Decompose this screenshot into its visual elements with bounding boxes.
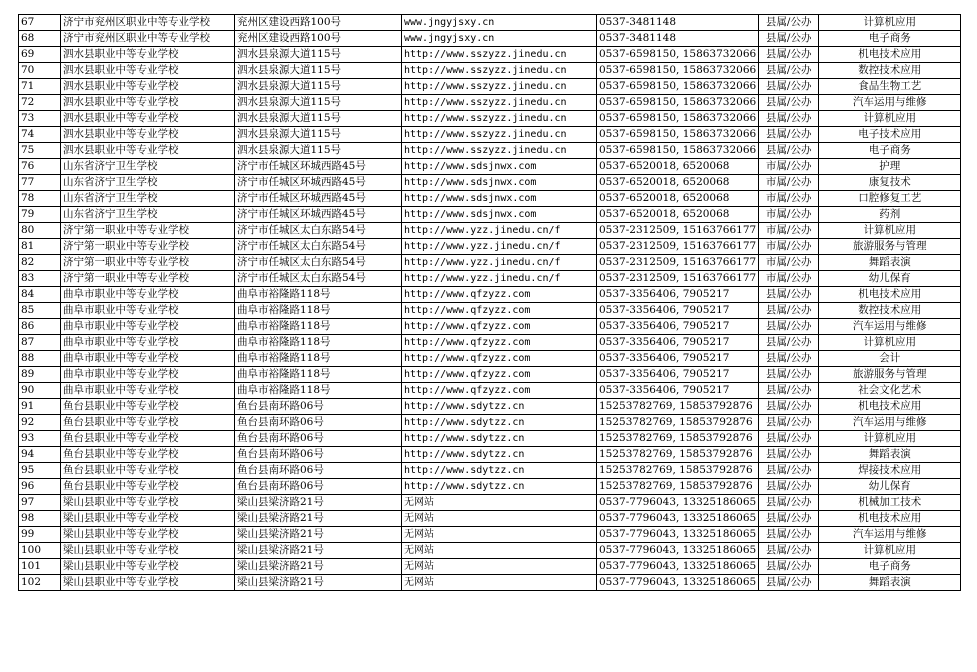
table-row [19,271,961,287]
row-number-cell: 72 [19,95,61,111]
school-name-cell: 曲阜市职业中等专业学校 [61,319,235,335]
row-number-cell: 70 [19,63,61,79]
website-cell: http://www.sdytzz.cn [402,447,597,463]
table-row [19,159,961,175]
affiliation-cell: 县属/公办 [759,559,819,575]
row-number-cell: 85 [19,303,61,319]
website-cell: http://www.sdsjnwx.com [402,159,597,175]
phone-cell: 15253782769, 15853792876 [597,415,759,431]
table-row [19,383,961,399]
row-number-cell: 80 [19,223,61,239]
phone-cell: 0537-6520018, 6520068 [597,159,759,175]
row-number-cell: 75 [19,143,61,159]
table-row [19,511,961,527]
phone-cell: 0537-2312509, 15163766177 [597,255,759,271]
school-name-cell: 鱼台县职业中等专业学校 [61,399,235,415]
row-number-cell: 100 [19,543,61,559]
table-row [19,399,961,415]
affiliation-cell: 县属/公办 [759,415,819,431]
address-cell: 泗水县泉源大道115号 [235,143,402,159]
phone-cell: 0537-3481148 [597,15,759,31]
address-cell: 鱼台县南环路06号 [235,479,402,495]
school-name-cell: 泗水县职业中等专业学校 [61,79,235,95]
address-cell: 鱼台县南环路06号 [235,447,402,463]
school-name-cell: 鱼台县职业中等专业学校 [61,447,235,463]
school-name-cell: 济宁第一职业中等专业学校 [61,271,235,287]
affiliation-cell: 县属/公办 [759,127,819,143]
website-cell: http://www.qfzyzz.com [402,383,597,399]
table-row [19,15,961,31]
phone-cell: 0537-3356406, 7905217 [597,303,759,319]
website-cell: http://www.yzz.jinedu.cn/f [402,271,597,287]
row-number-cell: 93 [19,431,61,447]
school-name-cell: 鱼台县职业中等专业学校 [61,479,235,495]
school-name-cell: 曲阜市职业中等专业学校 [61,367,235,383]
table-row [19,111,961,127]
address-cell: 泗水县泉源大道115号 [235,47,402,63]
school-name-cell: 梁山县职业中等专业学校 [61,527,235,543]
table-row [19,543,961,559]
affiliation-cell: 市属/公办 [759,223,819,239]
table-row [19,447,961,463]
affiliation-cell: 县属/公办 [759,527,819,543]
table-row [19,479,961,495]
website-cell: http://www.sszyzz.jinedu.cn [402,143,597,159]
affiliation-cell: 县属/公办 [759,463,819,479]
row-number-cell: 83 [19,271,61,287]
school-name-cell: 鱼台县职业中等专业学校 [61,463,235,479]
phone-cell: 15253782769, 15853792876 [597,447,759,463]
row-number-cell: 95 [19,463,61,479]
website-cell: http://www.sdsjnwx.com [402,175,597,191]
address-cell: 泗水县泉源大道115号 [235,95,402,111]
table-row [19,79,961,95]
school-name-cell: 梁山县职业中等专业学校 [61,511,235,527]
major-cell: 幼儿保育 [819,479,961,495]
phone-cell: 0537-6598150, 15863732066 [597,63,759,79]
affiliation-cell: 县属/公办 [759,335,819,351]
address-cell: 鱼台县南环路06号 [235,415,402,431]
major-cell: 计算机应用 [819,335,961,351]
address-cell: 梁山县梁济路21号 [235,575,402,591]
address-cell: 泗水县泉源大道115号 [235,127,402,143]
address-cell: 济宁市任城区环城西路45号 [235,207,402,223]
major-cell: 康复技术 [819,175,961,191]
school-name-cell: 山东省济宁卫生学校 [61,191,235,207]
address-cell: 泗水县泉源大道115号 [235,63,402,79]
school-name-cell: 曲阜市职业中等专业学校 [61,335,235,351]
row-number-cell: 76 [19,159,61,175]
website-cell: http://www.sdytzz.cn [402,463,597,479]
table-row [19,31,961,47]
major-cell: 汽车运用与维修 [819,95,961,111]
row-number-cell: 79 [19,207,61,223]
major-cell: 电子商务 [819,559,961,575]
affiliation-cell: 县属/公办 [759,111,819,127]
website-cell: 无网站 [402,495,597,511]
school-name-cell: 梁山县职业中等专业学校 [61,495,235,511]
major-cell: 舞蹈表演 [819,575,961,591]
table-row [19,367,961,383]
affiliation-cell: 县属/公办 [759,495,819,511]
major-cell: 机电技术应用 [819,287,961,303]
row-number-cell: 84 [19,287,61,303]
table-row [19,431,961,447]
website-cell: http://www.sdytzz.cn [402,415,597,431]
phone-cell: 0537-3481148 [597,31,759,47]
major-cell: 电子商务 [819,143,961,159]
school-table [18,14,961,591]
address-cell: 济宁市任城区太白东路54号 [235,223,402,239]
row-number-cell: 98 [19,511,61,527]
major-cell: 数控技术应用 [819,303,961,319]
phone-cell: 0537-6598150, 15863732066 [597,79,759,95]
phone-cell: 15253782769, 15853792876 [597,431,759,447]
address-cell: 曲阜市裕隆路118号 [235,367,402,383]
affiliation-cell: 县属/公办 [759,63,819,79]
row-number-cell: 87 [19,335,61,351]
major-cell: 汽车运用与维修 [819,319,961,335]
row-number-cell: 69 [19,47,61,63]
address-cell: 鱼台县南环路06号 [235,399,402,415]
major-cell: 旅游服务与管理 [819,239,961,255]
table-row [19,47,961,63]
major-cell: 计算机应用 [819,431,961,447]
table-row [19,255,961,271]
affiliation-cell: 市属/公办 [759,207,819,223]
address-cell: 梁山县梁济路21号 [235,495,402,511]
row-number-cell: 90 [19,383,61,399]
major-cell: 旅游服务与管理 [819,367,961,383]
phone-cell: 0537-7796043, 13325186065 [597,543,759,559]
phone-cell: 0537-2312509, 15163766177 [597,271,759,287]
table-row [19,319,961,335]
school-name-cell: 泗水县职业中等专业学校 [61,127,235,143]
website-cell: http://www.sdytzz.cn [402,399,597,415]
major-cell: 汽车运用与维修 [819,527,961,543]
school-name-cell: 山东省济宁卫生学校 [61,207,235,223]
major-cell: 焊接技术应用 [819,463,961,479]
major-cell: 计算机应用 [819,543,961,559]
row-number-cell: 92 [19,415,61,431]
website-cell: www.jngyjsxy.cn [402,31,597,47]
website-cell: http://www.qfzyzz.com [402,367,597,383]
address-cell: 梁山县梁济路21号 [235,543,402,559]
row-number-cell: 71 [19,79,61,95]
affiliation-cell: 县属/公办 [759,319,819,335]
phone-cell: 0537-6598150, 15863732066 [597,47,759,63]
address-cell: 兖州区建设西路100号 [235,31,402,47]
school-name-cell: 曲阜市职业中等专业学校 [61,303,235,319]
school-name-cell: 济宁第一职业中等专业学校 [61,223,235,239]
major-cell: 机电技术应用 [819,511,961,527]
table-row [19,335,961,351]
major-cell: 机电技术应用 [819,399,961,415]
school-name-cell: 泗水县职业中等专业学校 [61,111,235,127]
phone-cell: 0537-3356406, 7905217 [597,383,759,399]
school-name-cell: 泗水县职业中等专业学校 [61,63,235,79]
website-cell: http://www.sdsjnwx.com [402,207,597,223]
phone-cell: 0537-3356406, 7905217 [597,367,759,383]
website-cell: http://www.qfzyzz.com [402,319,597,335]
affiliation-cell: 县属/公办 [759,383,819,399]
major-cell: 口腔修复工艺 [819,191,961,207]
affiliation-cell: 县属/公办 [759,431,819,447]
website-cell: http://www.qfzyzz.com [402,303,597,319]
table-row [19,415,961,431]
phone-cell: 0537-6598150, 15863732066 [597,95,759,111]
table-row [19,127,961,143]
website-cell: http://www.sszyzz.jinedu.cn [402,47,597,63]
school-name-cell: 曲阜市职业中等专业学校 [61,383,235,399]
affiliation-cell: 市属/公办 [759,159,819,175]
major-cell: 幼儿保育 [819,271,961,287]
phone-cell: 0537-7796043, 13325186065 [597,495,759,511]
address-cell: 济宁市任城区环城西路45号 [235,159,402,175]
phone-cell: 0537-2312509, 15163766177 [597,239,759,255]
affiliation-cell: 县属/公办 [759,303,819,319]
row-number-cell: 94 [19,447,61,463]
affiliation-cell: 市属/公办 [759,239,819,255]
row-number-cell: 68 [19,31,61,47]
major-cell: 电子商务 [819,31,961,47]
table-row [19,223,961,239]
address-cell: 鱼台县南环路06号 [235,431,402,447]
affiliation-cell: 县属/公办 [759,143,819,159]
website-cell: http://www.sdytzz.cn [402,431,597,447]
table-row [19,495,961,511]
school-name-cell: 山东省济宁卫生学校 [61,159,235,175]
major-cell: 电子技术应用 [819,127,961,143]
affiliation-cell: 县属/公办 [759,15,819,31]
address-cell: 济宁市任城区环城西路45号 [235,191,402,207]
address-cell: 曲阜市裕隆路118号 [235,287,402,303]
website-cell: http://www.qfzyzz.com [402,287,597,303]
address-cell: 曲阜市裕隆路118号 [235,319,402,335]
address-cell: 泗水县泉源大道115号 [235,111,402,127]
address-cell: 梁山县梁济路21号 [235,527,402,543]
row-number-cell: 86 [19,319,61,335]
row-number-cell: 102 [19,575,61,591]
affiliation-cell: 县属/公办 [759,447,819,463]
website-cell: http://www.sszyzz.jinedu.cn [402,111,597,127]
affiliation-cell: 县属/公办 [759,479,819,495]
address-cell: 泗水县泉源大道115号 [235,79,402,95]
school-name-cell: 山东省济宁卫生学校 [61,175,235,191]
row-number-cell: 77 [19,175,61,191]
affiliation-cell: 市属/公办 [759,255,819,271]
affiliation-cell: 县属/公办 [759,511,819,527]
major-cell: 护理 [819,159,961,175]
major-cell: 舞蹈表演 [819,447,961,463]
phone-cell: 0537-6598150, 15863732066 [597,143,759,159]
affiliation-cell: 县属/公办 [759,47,819,63]
affiliation-cell: 市属/公办 [759,271,819,287]
school-name-cell: 鱼台县职业中等专业学校 [61,415,235,431]
affiliation-cell: 县属/公办 [759,351,819,367]
website-cell: http://www.qfzyzz.com [402,335,597,351]
major-cell: 机械加工技术 [819,495,961,511]
row-number-cell: 82 [19,255,61,271]
phone-cell: 0537-6598150, 15863732066 [597,127,759,143]
row-number-cell: 78 [19,191,61,207]
row-number-cell: 67 [19,15,61,31]
table-row [19,463,961,479]
row-number-cell: 89 [19,367,61,383]
address-cell: 梁山县梁济路21号 [235,511,402,527]
school-name-cell: 济宁市兖州区职业中等专业学校 [61,15,235,31]
major-cell: 社会文化艺术 [819,383,961,399]
school-name-cell: 梁山县职业中等专业学校 [61,543,235,559]
major-cell: 食品生物工艺 [819,79,961,95]
table-row [19,351,961,367]
phone-cell: 15253782769, 15853792876 [597,463,759,479]
affiliation-cell: 县属/公办 [759,95,819,111]
phone-cell: 0537-3356406, 7905217 [597,351,759,367]
website-cell: http://www.sdsjnwx.com [402,191,597,207]
phone-cell: 0537-7796043, 13325186065 [597,527,759,543]
major-cell: 计算机应用 [819,111,961,127]
school-name-cell: 泗水县职业中等专业学校 [61,143,235,159]
table-row [19,63,961,79]
table-row [19,287,961,303]
affiliation-cell: 县属/公办 [759,287,819,303]
address-cell: 梁山县梁济路21号 [235,559,402,575]
major-cell: 数控技术应用 [819,63,961,79]
website-cell: http://www.yzz.jinedu.cn/f [402,223,597,239]
address-cell: 兖州区建设西路100号 [235,15,402,31]
table-body [19,15,961,591]
website-cell: http://www.sszyzz.jinedu.cn [402,63,597,79]
row-number-cell: 101 [19,559,61,575]
website-cell: http://www.sszyzz.jinedu.cn [402,95,597,111]
phone-cell: 0537-6520018, 6520068 [597,207,759,223]
phone-cell: 15253782769, 15853792876 [597,399,759,415]
phone-cell: 0537-2312509, 15163766177 [597,223,759,239]
phone-cell: 0537-7796043, 13325186065 [597,559,759,575]
table-row [19,559,961,575]
website-cell: 无网站 [402,543,597,559]
address-cell: 曲阜市裕隆路118号 [235,383,402,399]
row-number-cell: 96 [19,479,61,495]
major-cell: 计算机应用 [819,223,961,239]
affiliation-cell: 市属/公办 [759,175,819,191]
school-name-cell: 曲阜市职业中等专业学校 [61,287,235,303]
school-name-cell: 济宁第一职业中等专业学校 [61,255,235,271]
affiliation-cell: 县属/公办 [759,79,819,95]
row-number-cell: 73 [19,111,61,127]
website-cell: 无网站 [402,559,597,575]
address-cell: 曲阜市裕隆路118号 [235,303,402,319]
school-name-cell: 济宁市兖州区职业中等专业学校 [61,31,235,47]
major-cell: 舞蹈表演 [819,255,961,271]
major-cell: 药剂 [819,207,961,223]
website-cell: http://www.yzz.jinedu.cn/f [402,255,597,271]
affiliation-cell: 县属/公办 [759,543,819,559]
address-cell: 济宁市任城区太白东路54号 [235,255,402,271]
address-cell: 曲阜市裕隆路118号 [235,351,402,367]
table-row [19,207,961,223]
row-number-cell: 91 [19,399,61,415]
website-cell: http://www.sszyzz.jinedu.cn [402,127,597,143]
address-cell: 鱼台县南环路06号 [235,463,402,479]
address-cell: 曲阜市裕隆路118号 [235,335,402,351]
major-cell: 机电技术应用 [819,47,961,63]
affiliation-cell: 县属/公办 [759,575,819,591]
phone-cell: 0537-6598150, 15863732066 [597,111,759,127]
table-row [19,239,961,255]
table-row [19,191,961,207]
website-cell: http://www.sdytzz.cn [402,479,597,495]
table-row [19,175,961,191]
row-number-cell: 74 [19,127,61,143]
address-cell: 济宁市任城区太白东路54号 [235,271,402,287]
school-name-cell: 鱼台县职业中等专业学校 [61,431,235,447]
school-name-cell: 梁山县职业中等专业学校 [61,575,235,591]
phone-cell: 0537-3356406, 7905217 [597,335,759,351]
website-cell: http://www.qfzyzz.com [402,351,597,367]
website-cell: http://www.sszyzz.jinedu.cn [402,79,597,95]
website-cell: http://www.yzz.jinedu.cn/f [402,239,597,255]
affiliation-cell: 县属/公办 [759,367,819,383]
school-name-cell: 曲阜市职业中等专业学校 [61,351,235,367]
address-cell: 济宁市任城区太白东路54号 [235,239,402,255]
row-number-cell: 88 [19,351,61,367]
school-name-cell: 梁山县职业中等专业学校 [61,559,235,575]
school-name-cell: 济宁第一职业中等专业学校 [61,239,235,255]
school-name-cell: 泗水县职业中等专业学校 [61,95,235,111]
table-row [19,95,961,111]
phone-cell: 15253782769, 15853792876 [597,479,759,495]
website-cell: 无网站 [402,511,597,527]
table-row [19,143,961,159]
affiliation-cell: 市属/公办 [759,191,819,207]
address-cell: 济宁市任城区环城西路45号 [235,175,402,191]
school-name-cell: 泗水县职业中等专业学校 [61,47,235,63]
phone-cell: 0537-3356406, 7905217 [597,319,759,335]
row-number-cell: 81 [19,239,61,255]
phone-cell: 0537-7796043, 13325186065 [597,511,759,527]
table-row [19,303,961,319]
phone-cell: 0537-7796043, 13325186065 [597,575,759,591]
website-cell: www.jngyjsxy.cn [402,15,597,31]
row-number-cell: 97 [19,495,61,511]
table-row [19,575,961,591]
major-cell: 汽车运用与维修 [819,415,961,431]
affiliation-cell: 县属/公办 [759,31,819,47]
major-cell: 计算机应用 [819,15,961,31]
website-cell: 无网站 [402,527,597,543]
phone-cell: 0537-3356406, 7905217 [597,287,759,303]
phone-cell: 0537-6520018, 6520068 [597,175,759,191]
row-number-cell: 99 [19,527,61,543]
table-row [19,527,961,543]
major-cell: 会计 [819,351,961,367]
website-cell: 无网站 [402,575,597,591]
affiliation-cell: 县属/公办 [759,399,819,415]
phone-cell: 0537-6520018, 6520068 [597,191,759,207]
